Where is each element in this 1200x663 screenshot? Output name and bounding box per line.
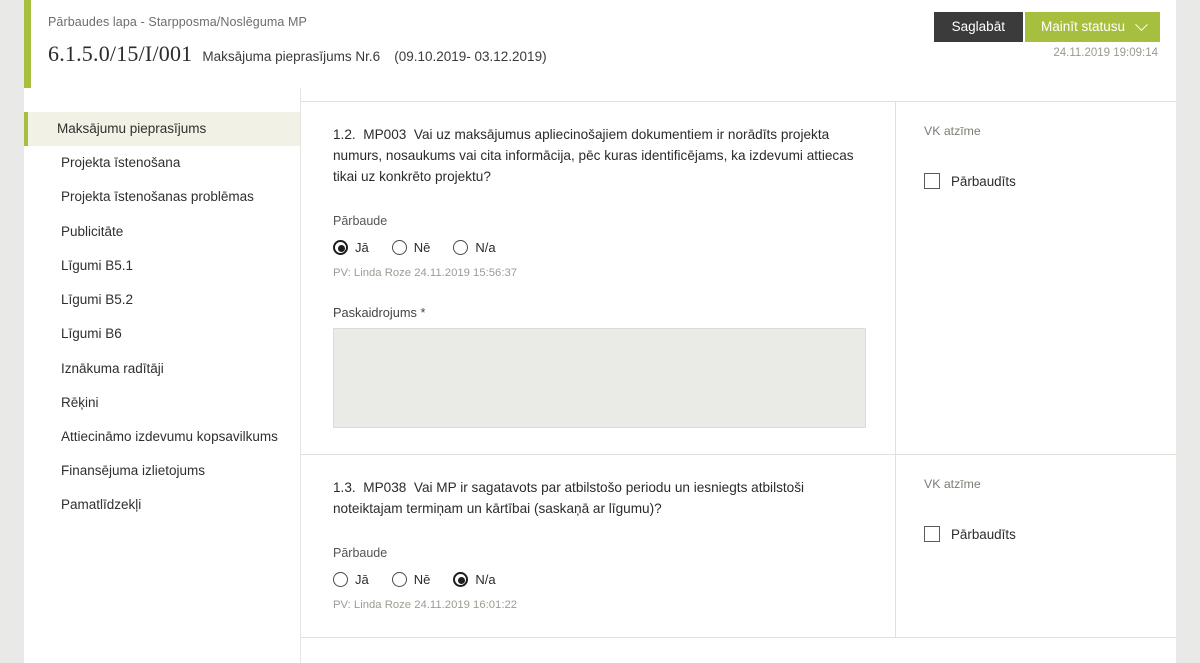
check-group-label: Pārbaude (333, 214, 388, 229)
question-number: 1.2. (333, 127, 356, 142)
sidebar-item-ligumi-b52[interactable]: Līgumi B5.2 (61, 292, 134, 308)
radio-label: Jā (355, 572, 369, 588)
vk-checkbox-row[interactable] (924, 173, 1176, 189)
explanation-label: Paskaidrojums * (333, 305, 426, 321)
sidebar-item-ligumi-b6[interactable]: Līgumi B6 (61, 326, 122, 342)
radio-option-ja[interactable] (333, 572, 369, 587)
sidebar-item-publicitate[interactable]: Publicitāte (61, 223, 124, 239)
question-code: MP003 (363, 127, 407, 142)
sidebar-item-iznakuma-raditaji[interactable]: Iznākuma radītāji (61, 360, 164, 376)
audit-meta: PV: Linda Roze 24.11.2019 15:56:37 (333, 267, 518, 280)
question-number: 1.3. (333, 480, 356, 496)
radio-option-ja[interactable] (333, 240, 369, 255)
radio-group (333, 240, 865, 255)
radio-option-ne[interactable] (392, 240, 431, 255)
page-header (24, 0, 1176, 88)
page-title (48, 41, 1176, 67)
radio-label: N/a (475, 572, 496, 588)
question-block (301, 102, 1176, 455)
sidebar-item-rekini[interactable]: Rēķini (61, 394, 99, 410)
change-status-button[interactable] (1025, 12, 1160, 42)
question-body (301, 102, 896, 454)
sidebar-item-maksajumu-pieprasijums[interactable]: Maksājumu pieprasījums (24, 112, 300, 146)
radio-label: Nē (413, 572, 431, 588)
header-timestamp: 24.11.2019 19:09:14 (1053, 47, 1158, 59)
radio-option-ne[interactable] (392, 572, 431, 587)
question-text (333, 124, 863, 187)
sidebar-item-pamatlidzekli[interactable]: Pamatlīdzekļi (61, 497, 142, 513)
sidebar-item-projekta-istenosanas-problemas[interactable]: Projekta īstenošanas problēmas (61, 189, 254, 205)
vk-checkbox-row[interactable] (924, 526, 1176, 542)
sidebar-item-attiecinamo-izdevumu-kopsavilkums[interactable]: Attiecināmo izdevumu kopsavilkums (61, 428, 278, 444)
check-group-label: Pārbaude (333, 546, 388, 561)
radio-icon[interactable] (453, 240, 468, 255)
question-body (301, 455, 896, 637)
vk-checkbox-label: Pārbaudīts (951, 526, 1016, 542)
question-prompt: Vai uz maksājumus apliecinošajiem dokumentiem ir norādīts projekta numurs, nosaukums vai cita informācija, pēc kuras identificējams, ka izdevumi attiecas tikai uz konkrēto projektu? (333, 127, 854, 185)
sidebar-item-projekta-istenosana[interactable]: Projekta īstenošana (61, 155, 181, 171)
document-subtitle: Maksājuma pieprasījums Nr.6 (202, 49, 381, 64)
breadcrumb: Pārbaudes lapa - Starpposma/Noslēguma MP (48, 15, 307, 29)
header-actions (934, 12, 1160, 42)
sidebar-item-finansejuma-izlietojums[interactable]: Finansējuma izlietojums (61, 463, 206, 479)
radio-label: Jā (355, 240, 369, 256)
explanation-textarea[interactable] (333, 328, 866, 428)
vk-label: VK atzīme (924, 477, 981, 492)
radio-option-na[interactable] (453, 240, 495, 255)
document-dates: (09.10.2019- 03.12.2019) (394, 49, 547, 64)
chevron-down-icon (1135, 18, 1148, 31)
radio-icon[interactable] (333, 240, 348, 255)
radio-group (333, 572, 865, 587)
question-code: MP038 (363, 480, 407, 496)
vk-checkbox-label: Pārbaudīts (951, 173, 1016, 189)
page-body (24, 88, 1176, 663)
checkbox-icon[interactable] (924, 173, 940, 189)
question-prompt: Vai MP ir sagatavots par atbilstošo periodu un iesniegts atbilstoši noteiktajam termiņam un kārtībai (saskaņā ar līgumu)? (333, 480, 805, 517)
vk-panel (896, 455, 1176, 637)
content-divider-top (301, 88, 1176, 102)
checkbox-icon[interactable] (924, 526, 940, 542)
main-content (301, 88, 1176, 663)
radio-icon[interactable] (392, 240, 407, 255)
save-button[interactable]: Saglabāt (934, 12, 1023, 42)
radio-label: Nē (413, 240, 431, 256)
radio-icon[interactable] (333, 572, 348, 587)
change-status-label: Mainīt statusu (1040, 19, 1125, 34)
sidebar-item-ligumi-b51[interactable]: Līgumi B5.1 (61, 257, 134, 273)
radio-label: N/a (475, 240, 496, 256)
audit-meta: PV: Linda Roze 24.11.2019 16:01:22 (333, 599, 518, 612)
radio-option-na[interactable] (453, 572, 495, 587)
sidebar (24, 88, 301, 663)
radio-icon[interactable] (453, 572, 468, 587)
radio-icon[interactable] (392, 572, 407, 587)
question-block (301, 455, 1176, 638)
vk-label: VK atzīme (924, 124, 981, 138)
document-id: 6.1.5.0/15/I/001 (48, 41, 193, 66)
question-text (333, 477, 863, 519)
vk-panel (896, 102, 1176, 454)
